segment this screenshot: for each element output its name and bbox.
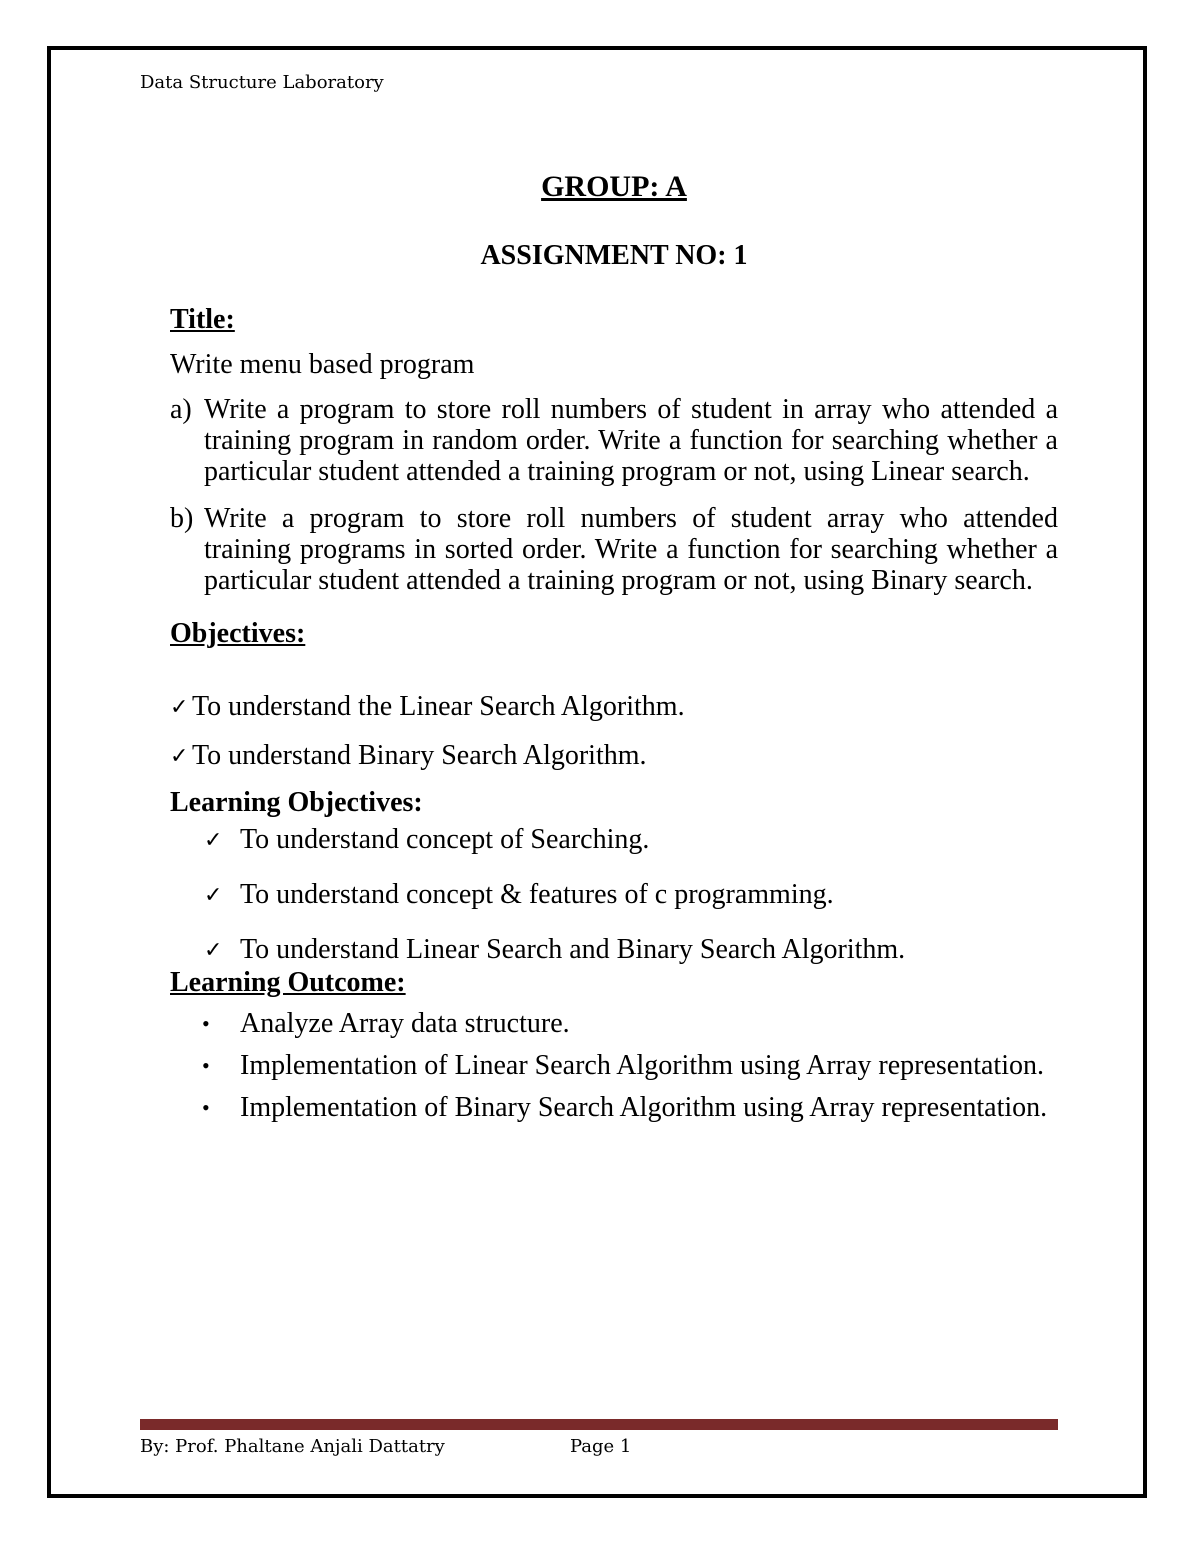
outcome-item — [170, 1087, 1058, 1129]
checkmark-icon: ✓ — [170, 694, 189, 719]
assignment-title: ASSIGNMENT NO: 1 — [480, 240, 748, 271]
objectives-heading: Objectives: — [170, 618, 306, 649]
objective-item — [170, 739, 1058, 773]
outcome-text: Analyze Array data structure. — [240, 1008, 570, 1039]
learning-objectives-heading: Learning Objectives: — [170, 787, 423, 818]
problem-text-b: Write a program to store roll numbers of student array who attended training programs in sorted order. Write a function for searching whether a particular student attended a training program or not, using Binary search. — [204, 503, 1058, 596]
outcome-text: Implementation of Linear Search Algorithm using Array representation. — [240, 1050, 1044, 1081]
learning-outcome-heading: Learning Outcome: — [170, 967, 406, 998]
group-title: GROUP: A — [541, 170, 687, 203]
bullet-icon: • — [202, 1011, 210, 1036]
running-header: Data Structure Laboratory — [140, 72, 384, 93]
checkmark-icon: ✓ — [204, 827, 223, 852]
checkmark-icon: ✓ — [204, 937, 223, 962]
problem-item-a — [170, 394, 1058, 487]
outcome-item — [170, 1045, 1058, 1087]
bullet-icon: • — [202, 1095, 210, 1120]
learning-objective-item — [170, 823, 1058, 857]
learning-objective-text: To understand Linear Search and Binary Search Algorithm. — [240, 934, 906, 965]
objective-text: To understand the Linear Search Algorithm. — [192, 691, 685, 722]
footer-author: By: Prof. Phaltane Anjali Dattatry — [140, 1436, 445, 1457]
objective-text: To understand Binary Search Algorithm. — [192, 740, 647, 771]
checkmark-icon: ✓ — [204, 882, 223, 907]
title-heading: Title: — [170, 304, 235, 335]
outcome-text: Implementation of Binary Search Algorithm using Array representation. — [240, 1092, 1048, 1123]
footer-page-number: Page 1 — [570, 1436, 632, 1457]
title-intro: Write menu based program — [170, 349, 475, 380]
problem-text-a: Write a program to store roll numbers of student in array who attended a training program in random order. Write a function for searching whether a particular student attended a training program or not, using Linear search. — [204, 394, 1058, 487]
problem-label-b: b) — [170, 503, 194, 534]
learning-objective-item — [170, 933, 1058, 967]
problem-label-a: a) — [170, 394, 192, 425]
bullet-icon: • — [202, 1053, 210, 1078]
outcome-item — [170, 1003, 1058, 1045]
footer-divider — [140, 1419, 1058, 1430]
learning-objective-item — [170, 878, 1058, 912]
learning-objective-text: To understand concept of Searching. — [240, 824, 650, 855]
document-body — [170, 170, 1058, 1129]
objective-item — [170, 690, 1058, 724]
problem-item-b — [170, 503, 1058, 596]
learning-objective-text: To understand concept & features of c programming. — [240, 879, 834, 910]
checkmark-icon: ✓ — [170, 743, 189, 768]
